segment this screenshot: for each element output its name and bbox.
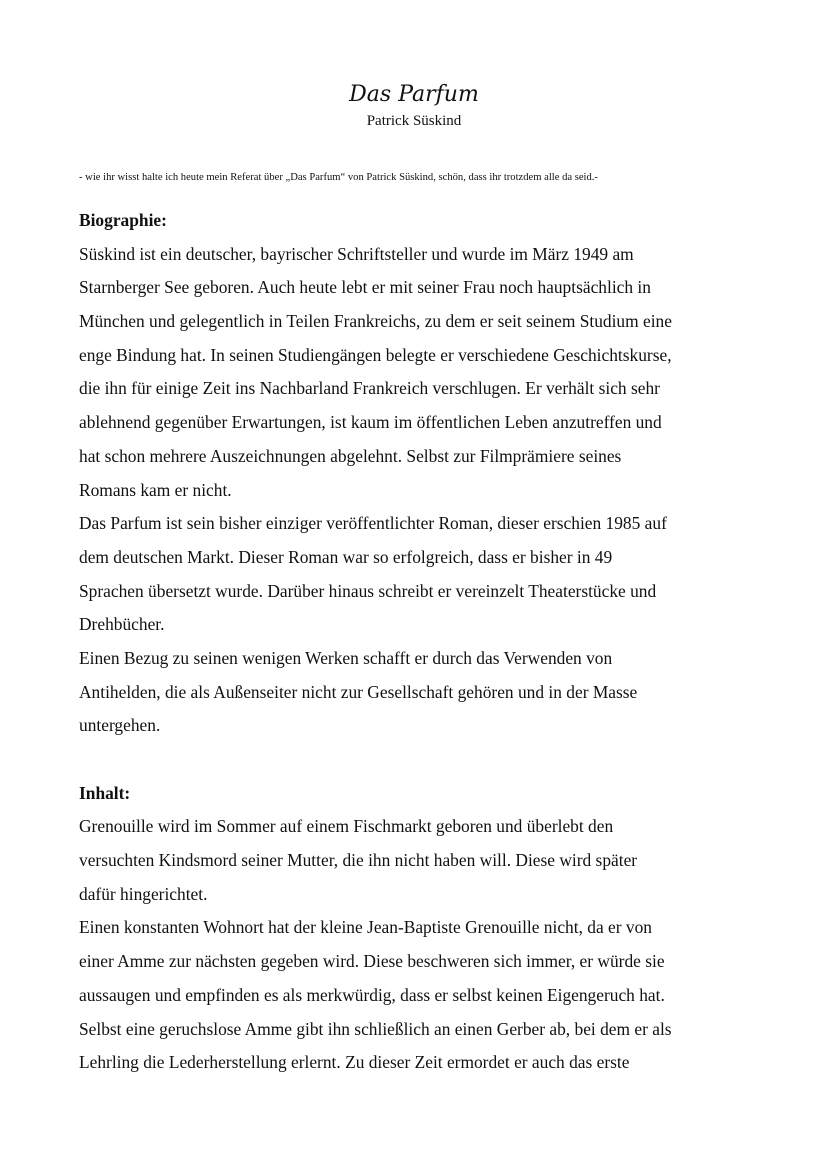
body-line: hat schon mehrere Auszeichnungen abgelehnt. Selbst zur Filmprämiere seines [79, 445, 622, 466]
document-author: Patrick Süskind [366, 113, 462, 129]
body-line: Lehrling die Lederherstellung erlernt. Zu dieser Zeit ermordet er auch das erste [79, 1052, 630, 1073]
biographie-text [79, 238, 769, 743]
body-line: Selbst eine geruchslose Amme gibt ihn schließlich an einen Gerber ab, bei dem er als [79, 1018, 672, 1039]
section-heading-inhalt: Inhalt: [79, 782, 131, 803]
section-heading-biographie: Biographie: [79, 210, 167, 230]
body-line: ablehnend gegenüber Erwartungen, ist kaum im öffentlichen Leben anzutreffen und [79, 412, 662, 433]
body-line: dafür hingerichtet. [79, 883, 208, 904]
paragraph-spacer [79, 743, 769, 777]
body-line: Sprachen übersetzt wurde. Darüber hinaus schreibt er vereinzelt Theaterstücke und [79, 580, 657, 601]
body-line: untergehen. [79, 715, 161, 736]
body-line: Romans kam er nicht. [79, 479, 232, 500]
document-body [79, 204, 769, 1080]
document-title: Das Parfum [349, 82, 479, 107]
body-line: Grenouille wird im Sommer auf einem Fischmarkt geboren und überlebt den [79, 816, 614, 837]
inhalt-text [79, 810, 769, 1080]
body-line: Starnberger See geboren. Auch heute lebt er mit seiner Frau noch hauptsächlich in [79, 277, 651, 298]
body-line: die ihn für einige Zeit ins Nachbarland Frankreich verschlugen. Er verhält sich sehr [79, 378, 660, 399]
body-line: Einen konstanten Wohnort hat der kleine Jean-Baptiste Grenouille nicht, da er von [79, 917, 652, 938]
body-line: enge Bindung hat. In seinen Studiengängen belegte er verschiedene Geschichtskurse, [79, 344, 672, 365]
body-line: einer Amme zur nächsten gegeben wird. Diese beschweren sich immer, er würde sie [79, 951, 665, 972]
body-line: Drehbücher. [79, 614, 165, 635]
body-line: Süskind ist ein deutscher, bayrischer Schriftsteller und wurde im März 1949 am [79, 243, 634, 264]
body-line: München und gelegentlich in Teilen Frankreichs, zu dem er seit seinem Studium eine [79, 311, 672, 332]
body-line: Das Parfum ist sein bisher einziger veröffentlichter Roman, dieser erschien 1985 auf [79, 513, 667, 534]
body-line: aussaugen und empfinden es als merkwürdig, dass er selbst keinen Eigengeruch hat. [79, 984, 665, 1005]
body-line: versuchten Kindsmord seiner Mutter, die ihn nicht haben will. Diese wird später [79, 850, 638, 871]
body-line: dem deutschen Markt. Dieser Roman war so erfolgreich, dass er bisher in 49 [79, 546, 613, 567]
body-line: Einen Bezug zu seinen wenigen Werken schafft er durch das Verwenden von [79, 647, 613, 668]
intro-note: - wie ihr wisst halte ich heute mein Referat über „Das Parfum“ von Patrick Süskind, schön, dass ihr trotzdem alle da seid.- [79, 172, 598, 183]
body-line: Antihelden, die als Außenseiter nicht zur Gesellschaft gehören und in der Masse [79, 681, 638, 702]
